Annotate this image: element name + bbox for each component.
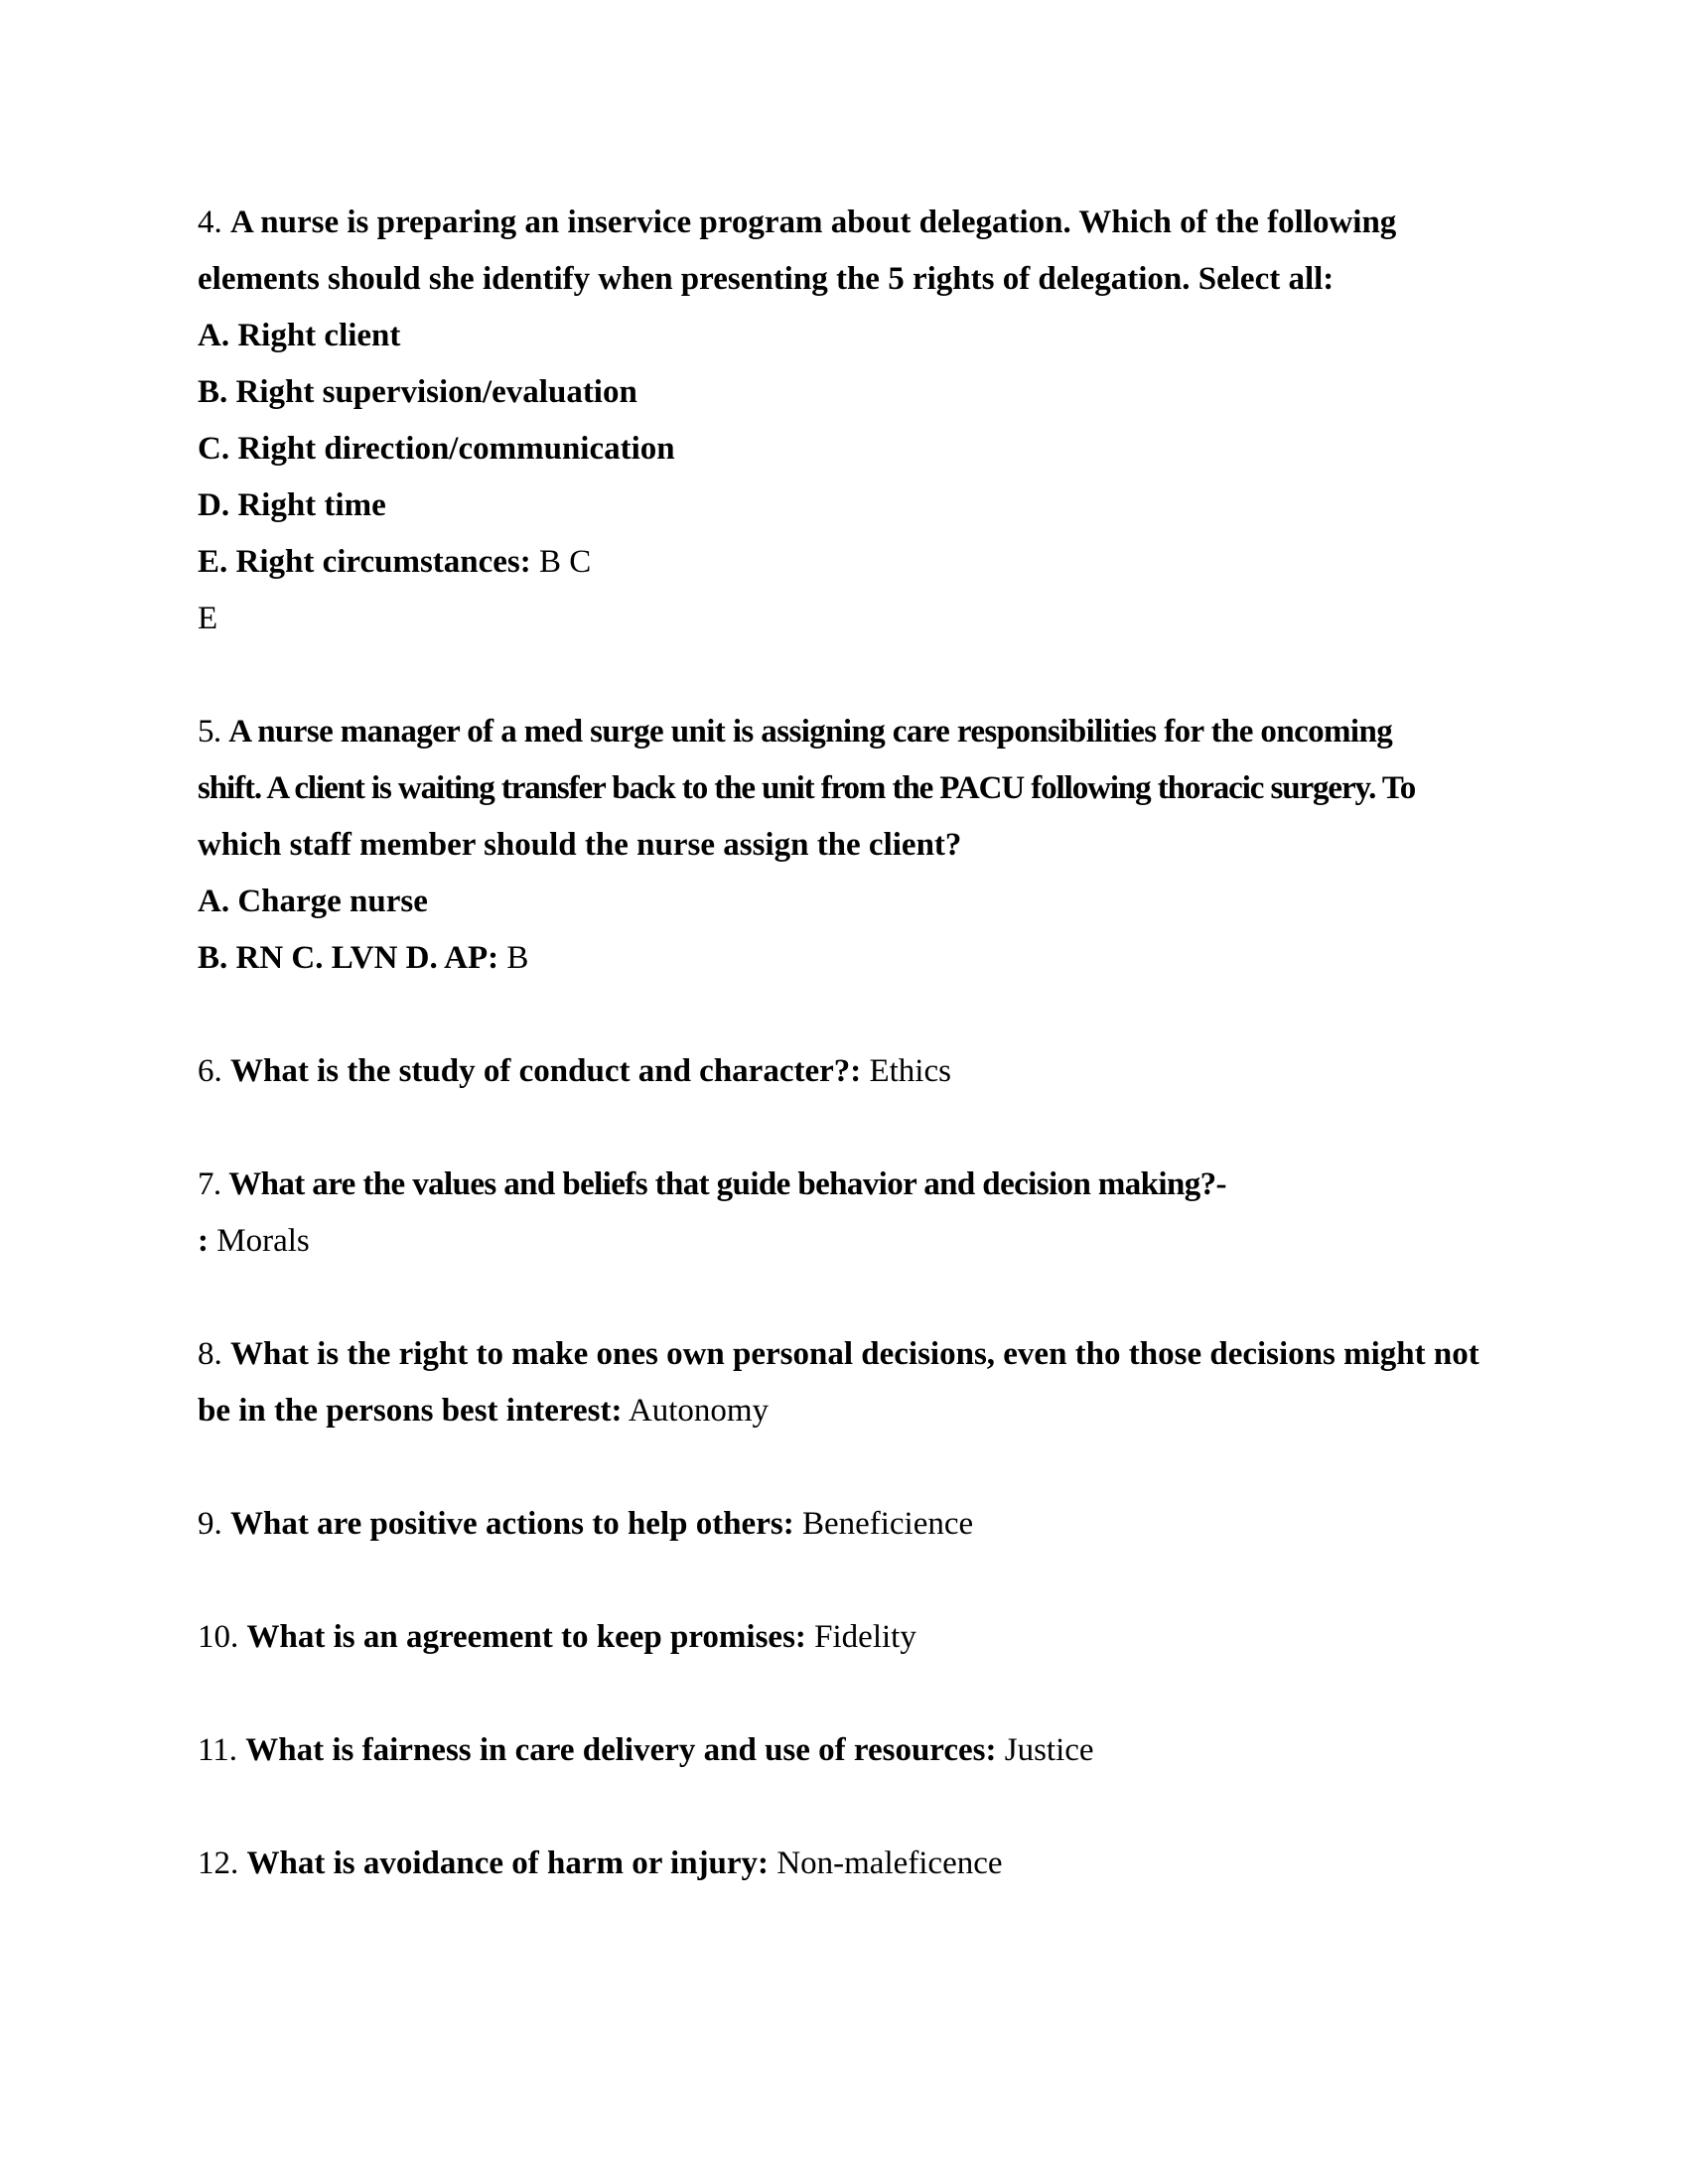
answer: Autonomy bbox=[628, 1393, 770, 1429]
question-9-line bbox=[198, 1496, 1508, 1553]
option-d: D. Right time bbox=[198, 487, 386, 523]
question-text: What is the right to make ones own personal decisions, even tho those decisions might not bbox=[230, 1336, 1479, 1372]
question-text: A nurse is preparing an inservice program about delegation. Which of the following bbox=[230, 205, 1397, 240]
question-10-line bbox=[198, 1609, 1508, 1666]
question-text: What is the study of conduct and character?: bbox=[230, 1053, 862, 1089]
question-9 bbox=[198, 1496, 1508, 1553]
question-5-line-2: shift. A client is waiting transfer back to the unit from the PACU following thoracic surgery. To bbox=[198, 770, 1416, 806]
options-bcd: B. RN C. LVN D. AP: bbox=[198, 940, 499, 976]
answer: Ethics bbox=[869, 1053, 951, 1089]
question-4-line-2: elements should she identify when presenting the 5 rights of delegation. Select all: bbox=[198, 261, 1335, 297]
question-12 bbox=[198, 1836, 1508, 1892]
question-text: What is fairness in care delivery and use of resources: bbox=[245, 1732, 997, 1768]
document-page bbox=[198, 195, 1508, 1892]
question-4 bbox=[198, 195, 1508, 647]
options-with-answer bbox=[198, 930, 1508, 987]
question-number: 12. bbox=[198, 1845, 239, 1881]
answer: Morals bbox=[216, 1223, 310, 1259]
question-6-line bbox=[198, 1043, 1508, 1100]
question-number: 8. bbox=[198, 1336, 222, 1372]
question-5-line-1 bbox=[198, 704, 1508, 760]
question-12-line bbox=[198, 1836, 1508, 1892]
question-8-line-2 bbox=[198, 1383, 1508, 1439]
question-6 bbox=[198, 1043, 1508, 1100]
question-8-line-1 bbox=[198, 1326, 1508, 1383]
option-a: A. Charge nurse bbox=[198, 884, 428, 919]
question-text: What are the values and beliefs that guide behavior and decision making?- bbox=[228, 1166, 1226, 1202]
option-e: E. Right circumstances: bbox=[198, 544, 531, 580]
question-number: 5. bbox=[198, 714, 221, 750]
answer: Beneficience bbox=[801, 1506, 974, 1542]
option-c: C. Right direction/communication bbox=[198, 431, 675, 467]
question-number: 6. bbox=[198, 1053, 222, 1089]
question-number: 11. bbox=[198, 1732, 238, 1768]
question-10 bbox=[198, 1609, 1508, 1666]
answer: Non-maleficence bbox=[776, 1845, 1003, 1881]
question-4-line-1 bbox=[198, 195, 1508, 251]
question-text: What are positive actions to help others: bbox=[230, 1506, 794, 1542]
question-5-line-3: which staff member should the nurse assign the client? bbox=[198, 827, 962, 863]
answer-separator: : bbox=[198, 1223, 209, 1259]
question-number: 7. bbox=[198, 1166, 221, 1202]
question-8 bbox=[198, 1326, 1508, 1439]
question-7 bbox=[198, 1157, 1508, 1270]
question-5 bbox=[198, 704, 1508, 987]
answer: B C bbox=[539, 544, 592, 580]
question-11-line bbox=[198, 1722, 1508, 1779]
answer-continued: E bbox=[198, 601, 218, 636]
question-7-line-1 bbox=[198, 1157, 1508, 1213]
option-b: B. Right supervision/evaluation bbox=[198, 374, 637, 410]
answer: B bbox=[506, 940, 529, 976]
option-a: A. Right client bbox=[198, 318, 401, 353]
option-e-with-answer bbox=[198, 534, 1508, 591]
question-text: What is an agreement to keep promises: bbox=[246, 1619, 806, 1655]
answer: Justice bbox=[1004, 1732, 1094, 1768]
question-7-line-2 bbox=[198, 1213, 1508, 1270]
question-number: 9. bbox=[198, 1506, 222, 1542]
answer: Fidelity bbox=[814, 1619, 916, 1655]
question-text: A nurse manager of a med surge unit is assigning care responsibilities for the oncoming bbox=[228, 714, 1393, 750]
question-text-continued: be in the persons best interest: bbox=[198, 1393, 623, 1429]
question-11 bbox=[198, 1722, 1508, 1779]
question-text: What is avoidance of harm or injury: bbox=[246, 1845, 770, 1881]
question-number: 4. bbox=[198, 205, 222, 240]
question-number: 10. bbox=[198, 1619, 239, 1655]
